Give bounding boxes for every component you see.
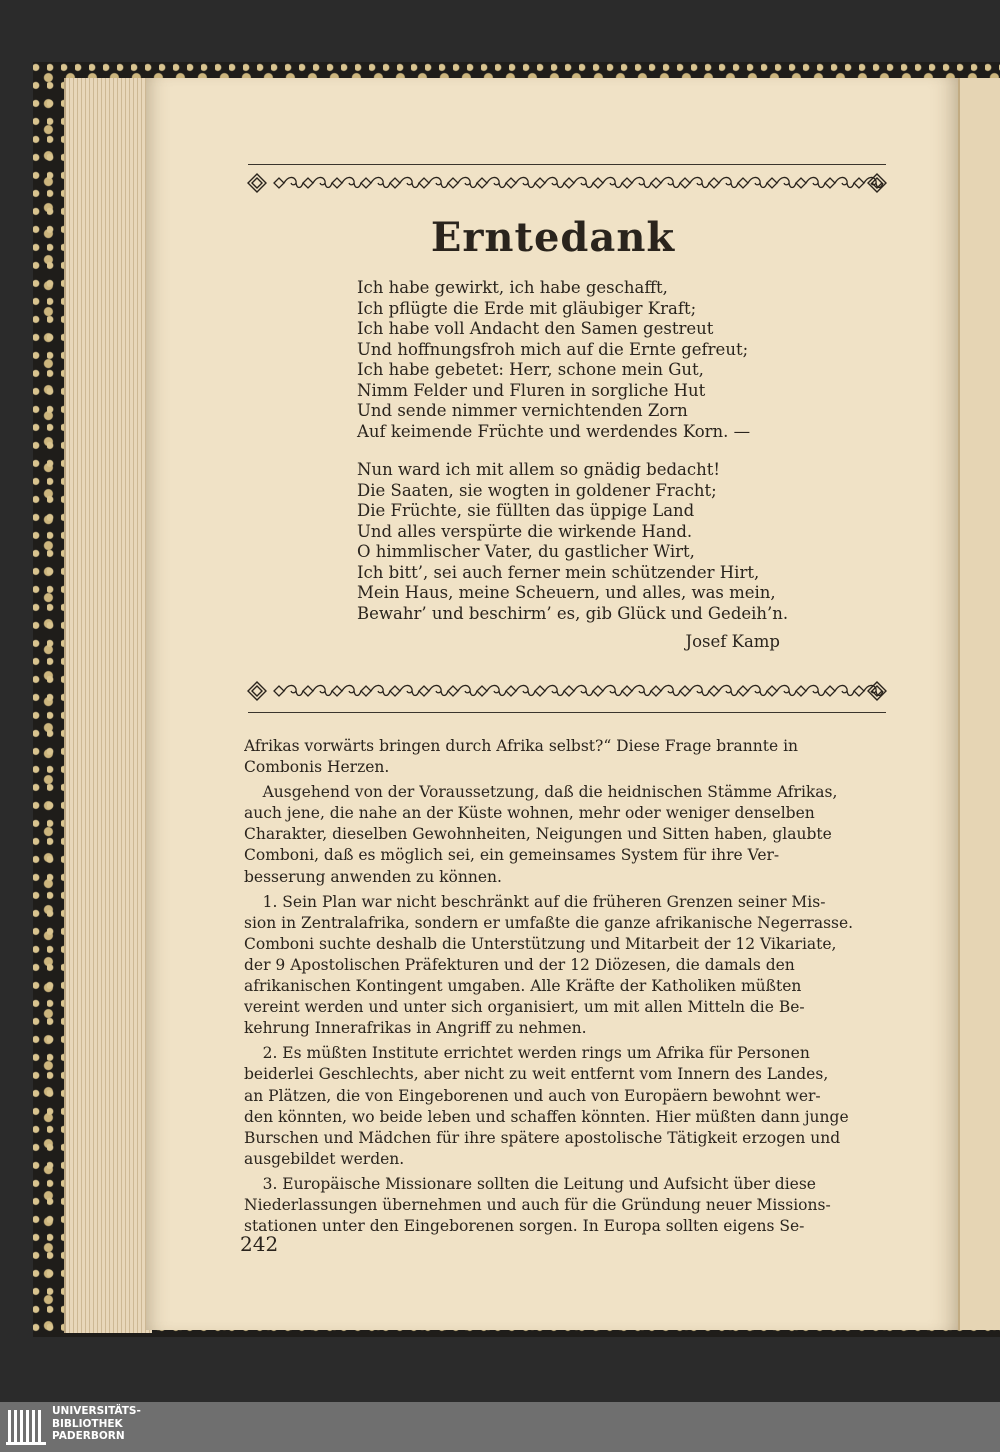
poem-line: Ich habe gebetet: Herr, schone mein Gut, xyxy=(357,360,704,379)
bottom-ornament-border xyxy=(246,680,888,702)
body-text-line: Niederlassungen übernehmen und auch für die Gründung neuer Missions- xyxy=(244,1195,831,1214)
poem-title: Erntedank xyxy=(430,214,676,261)
poem-line: Ich pflügte die Erde mit gläubiger Kraft; xyxy=(357,298,697,318)
poem-line: Und sende nimmer vernichtenden Zorn xyxy=(357,401,688,420)
top-rule xyxy=(248,164,886,165)
facing-page-edge xyxy=(958,78,1000,1330)
body-text-line: vereint werden und unter sich organisiert, um mit allen Mitteln die Be- xyxy=(244,998,805,1017)
body-text-line: an Plätzen, die von Eingeborenen und auch von Europäern bewohnt wer- xyxy=(244,1086,821,1105)
poem-line: Bewahr’ und beschirm’ es, gib Glück und Gedeih’n. xyxy=(357,603,789,623)
body-text-line: der 9 Apostolischen Präfekturen und der 12 Diözesen, die damals den xyxy=(244,955,795,974)
poem-line: Ich habe voll Andacht den Samen gestreut xyxy=(357,319,714,338)
body-text-line: auch jene, die nahe an der Küste wohnen, mehr oder weniger denselben xyxy=(244,804,815,823)
library-logo-icon xyxy=(4,1404,48,1448)
poem-line: Und hoffnungsfroh mich auf die Ernte gefreut; xyxy=(357,339,749,359)
body-text-line: afrikanischen Kontingent umgaben. Alle Kräfte der Katholiken müßten xyxy=(244,977,802,996)
poem-line: Und alles verspürte die wirkende Hand. xyxy=(357,521,693,541)
bottom-rule xyxy=(248,712,886,713)
body-text-line: stationen unter den Eingeborenen sorgen. In Europa sollten eigens Se- xyxy=(244,1217,805,1236)
body-text-line: den könnten, wo beide leben und schaffen könnten. Hier müßten dann junge xyxy=(244,1107,849,1126)
poem-stanza-2 xyxy=(357,460,797,624)
poem-line: Die Saaten, sie wogten in goldener Fracht; xyxy=(357,480,717,500)
poem-line: Ich habe gewirkt, ich habe geschafft, xyxy=(357,278,668,297)
body-text-line: sion in Zentralafrika, sondern er umfaßte die ganze afrikanische Negerrasse. xyxy=(244,913,854,932)
body-text-line: Comboni, daß es möglich sei, ein gemeinsames System für ihre Ver- xyxy=(244,846,780,865)
body-text-line: 3. Europäische Missionare sollten die Leitung und Aufsicht über diese xyxy=(262,1174,816,1193)
poem-line: O himmlischer Vater, du gastlicher Wirt, xyxy=(357,542,695,561)
page-number: 242 xyxy=(240,1232,279,1256)
body-text-line: Afrikas vorwärts bringen durch Afrika selbst?“ Diese Frage brannte in xyxy=(244,737,799,755)
footer-bar xyxy=(0,1402,1000,1452)
body-text-line: Charakter, dieselben Gewohnheiten, Neigungen und Sitten haben, glaubte xyxy=(244,825,832,844)
poem-line: Ich bitt’, sei auch ferner mein schützender Hirt, xyxy=(357,562,760,582)
poem-line: Die Früchte, sie füllten das üppige Land xyxy=(357,501,695,520)
poem-line: Mein Haus, meine Scheuern, und alles, was mein, xyxy=(357,583,776,602)
body-text-line: besserung anwenden zu können. xyxy=(244,867,502,886)
body-text-line: 1. Sein Plan war nicht beschränkt auf die früheren Grenzen seiner Mis- xyxy=(262,892,826,911)
poem-author: Josef Kamp xyxy=(685,632,780,651)
page-stack-edge xyxy=(64,78,152,1333)
body-text xyxy=(244,736,880,1237)
body-text-line: Comboni suchte deshalb die Unterstützung und Mitarbeit der 12 Vikariate, xyxy=(244,934,837,953)
body-text-line: beiderlei Geschlechts, aber nicht zu weit entfernt vom Innern des Landes, xyxy=(244,1065,829,1084)
poem-stanza-1 xyxy=(357,278,797,442)
body-text-line: kehrung Innerafrikas in Angriff zu nehmen. xyxy=(244,1019,587,1038)
body-text-line: 2. Es müßten Institute errichtet werden rings um Afrika für Personen xyxy=(262,1044,810,1063)
poem-line: Auf keimende Früchte und werdendes Korn. — xyxy=(357,421,751,441)
body-text-line: Combonis Herzen. xyxy=(244,758,390,777)
poem-line: Nun ward ich mit allem so gnädig bedacht! xyxy=(357,460,720,479)
poem-line: Nimm Felder und Fluren in sorgliche Hut xyxy=(357,380,706,400)
top-ornament-border xyxy=(246,172,888,194)
body-text-line: Burschen und Mädchen für ihre spätere apostolische Tätigkeit erzogen und xyxy=(244,1128,841,1147)
library-name: UNIVERSITÄTS- BIBLIOTHEK PADERBORN xyxy=(52,1405,141,1442)
body-text-line: Ausgehend von der Voraussetzung, daß die heidnischen Stämme Afrikas, xyxy=(262,783,838,802)
body-text-line: ausgebildet werden. xyxy=(244,1149,405,1168)
